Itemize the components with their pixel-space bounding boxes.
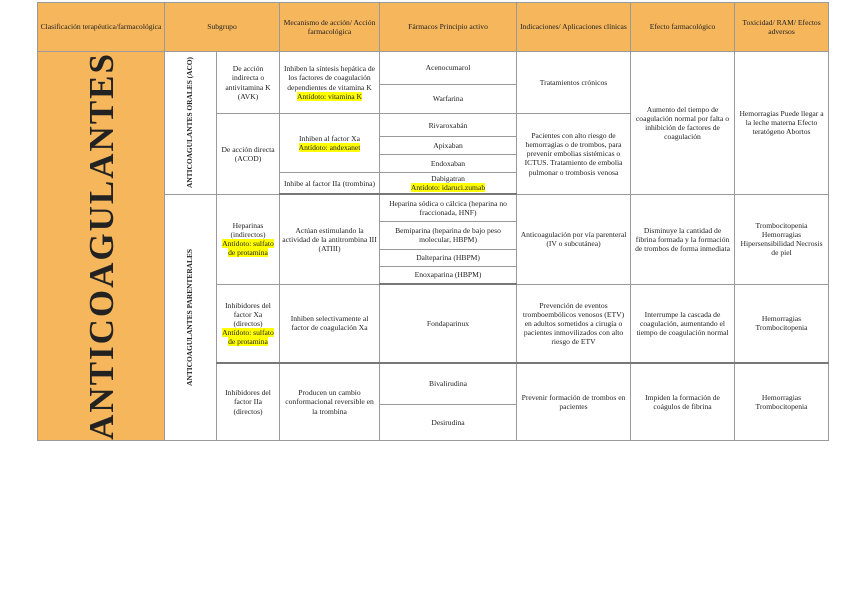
drug-desirudina: Desirudina bbox=[380, 404, 517, 440]
toxicity-iia: Hemorragias Trombocitopenia bbox=[735, 363, 829, 440]
drug-endoxaban: Endoxaban bbox=[380, 155, 517, 173]
drug-apixaban: Apixaban bbox=[380, 137, 517, 155]
antidote-xa: Antídoto: sulfato de protamina bbox=[222, 328, 274, 347]
classification-title: ANTICOAGULANTES bbox=[81, 52, 121, 440]
header-clasificacion: Clasificación terapéutica/farmacológica bbox=[38, 3, 165, 52]
mechanism-acod-xa-text: Inhiben al factor Xa bbox=[299, 133, 360, 143]
antidote-dabigatran: Antídoto: idaruci.zumab bbox=[410, 183, 486, 193]
drug-warfarina: Warfarina bbox=[380, 85, 517, 114]
header-subgrupo: Subgrupo bbox=[165, 3, 280, 52]
indication-heparinas: Anticoagulación por vía parenteral (IV o subcutánea) bbox=[517, 194, 631, 284]
effect-xa: Interrumpe la cascada de coagulación, aumentando el tiempo de coagulación normal bbox=[631, 284, 735, 363]
toxicity-heparinas: Trombocitopenia Hemorragias Hipersensibilidad Necrosis de piel bbox=[735, 194, 829, 284]
mechanism-avk-text: Inhiben la síntesis hepática de los factores de coagulación dependientes de vitamina K bbox=[283, 64, 376, 92]
drug-dabigatran-cell bbox=[380, 173, 517, 195]
header-mecanismo: Mecanismo de acción/ Acción farmacológica bbox=[280, 3, 380, 52]
effect-heparinas: Disminuye la cantidad de fibrina formada y la formación de trombos de forma inmediata bbox=[631, 194, 735, 284]
header-farmacos: Fármacos Principio activo bbox=[380, 3, 517, 52]
drug-dabigatran: Dabigatran bbox=[431, 174, 465, 184]
indication-xa: Prevención de eventos tromboembólicos venosos (ETV) en adultos sometidos a cirugía o pacientes inmovilizados con alto riesgo de ETV bbox=[517, 284, 631, 363]
mechanism-heparinas: Actúan estimulando la actividad de la antitrombina III (ATIII) bbox=[280, 194, 380, 284]
mechanism-avk bbox=[280, 52, 380, 114]
toxicity-xa: Hemorragias Trombocitopenia bbox=[735, 284, 829, 363]
drug-fondaparinux: Fondaparinux bbox=[380, 284, 517, 363]
drug-bemiparina: Bemiparina (heparina de bajo peso molecular, HBPM) bbox=[380, 221, 517, 249]
mechanism-acod-xa bbox=[280, 114, 380, 173]
header-efecto: Efecto farmacológico bbox=[631, 3, 735, 52]
antidote-acod-xa: Antídoto: andexanet bbox=[298, 143, 361, 153]
mechanism-acod-iia: Inhibe al factor IIa (trombina) bbox=[280, 173, 380, 195]
subgroup-heparinas bbox=[217, 194, 280, 284]
toxicity-orales: Hemorragias Puede llegar a la leche materna Efecto teratógeno Abortos bbox=[735, 52, 829, 195]
classification-cell bbox=[38, 52, 165, 441]
effect-orales: Aumento del tiempo de coagulación normal por falta o inhibición de factores de coagulación bbox=[631, 52, 735, 195]
drug-dalteparina: Dalteparina (HBPM) bbox=[380, 249, 517, 266]
mechanism-xa: Inhiben selectivamente al factor de coagulación Xa bbox=[280, 284, 380, 363]
subgroup-iia: Inhibidores del factor IIa (directos) bbox=[217, 363, 280, 440]
header-indicaciones: Indicaciones/ Aplicaciones clínicas bbox=[517, 3, 631, 52]
group-orales-label: ANTICOAGULANTES ORALES (ACO) bbox=[185, 57, 195, 189]
drug-acenocumarol: Acenocumarol bbox=[380, 52, 517, 85]
mechanism-iia: Producen un cambio conformacional reversible en la trombina bbox=[280, 363, 380, 440]
drug-enoxaparina: Enoxaparina (HBPM) bbox=[380, 266, 517, 284]
anticoagulantes-table bbox=[37, 2, 829, 441]
indication-iia: Prevenir formación de trombos en pacientes bbox=[517, 363, 631, 440]
subgroup-acod: De acción directa (ACOD) bbox=[217, 114, 280, 195]
group-parenterales bbox=[165, 194, 217, 440]
subgroup-avk: De acción indirecta o antivitamina K (AVK) bbox=[217, 52, 280, 114]
subgroup-xa-text: Inhibidores del factor Xa (directos) bbox=[225, 300, 271, 328]
drug-rivaroxaban: Rivaroxabán bbox=[380, 114, 517, 137]
header-toxicidad: Toxicidad/ RAM/ Efectos adversos bbox=[735, 3, 829, 52]
indication-avk: Tratamientos crónicos bbox=[517, 52, 631, 114]
subgroup-heparinas-text: Heparinas (indirectos) bbox=[230, 221, 266, 240]
drug-heparina: Heparina sódica o cálcica (heparina no fraccionada, HNF) bbox=[380, 194, 517, 221]
antidote-heparinas: Antídoto: sulfato de protamina bbox=[222, 239, 274, 258]
effect-iia: Impiden la formación de coágulos de fibrina bbox=[631, 363, 735, 440]
antidote-avk: Antídoto: vitamina K bbox=[297, 91, 362, 101]
group-orales bbox=[165, 52, 217, 195]
subgroup-xa bbox=[217, 284, 280, 363]
group-parenterales-label: ANTICOAGULANTES PARENTERALES bbox=[185, 248, 195, 386]
indication-acod: Pacientes con alto riesgo de hemorragias o de trombos, para prevenir embolias sistémicas o ICTUS. Tratamiento de embolia pulmonar o trombosis venosa bbox=[517, 114, 631, 195]
drug-bivalirudina: Bivalirudina bbox=[380, 363, 517, 404]
